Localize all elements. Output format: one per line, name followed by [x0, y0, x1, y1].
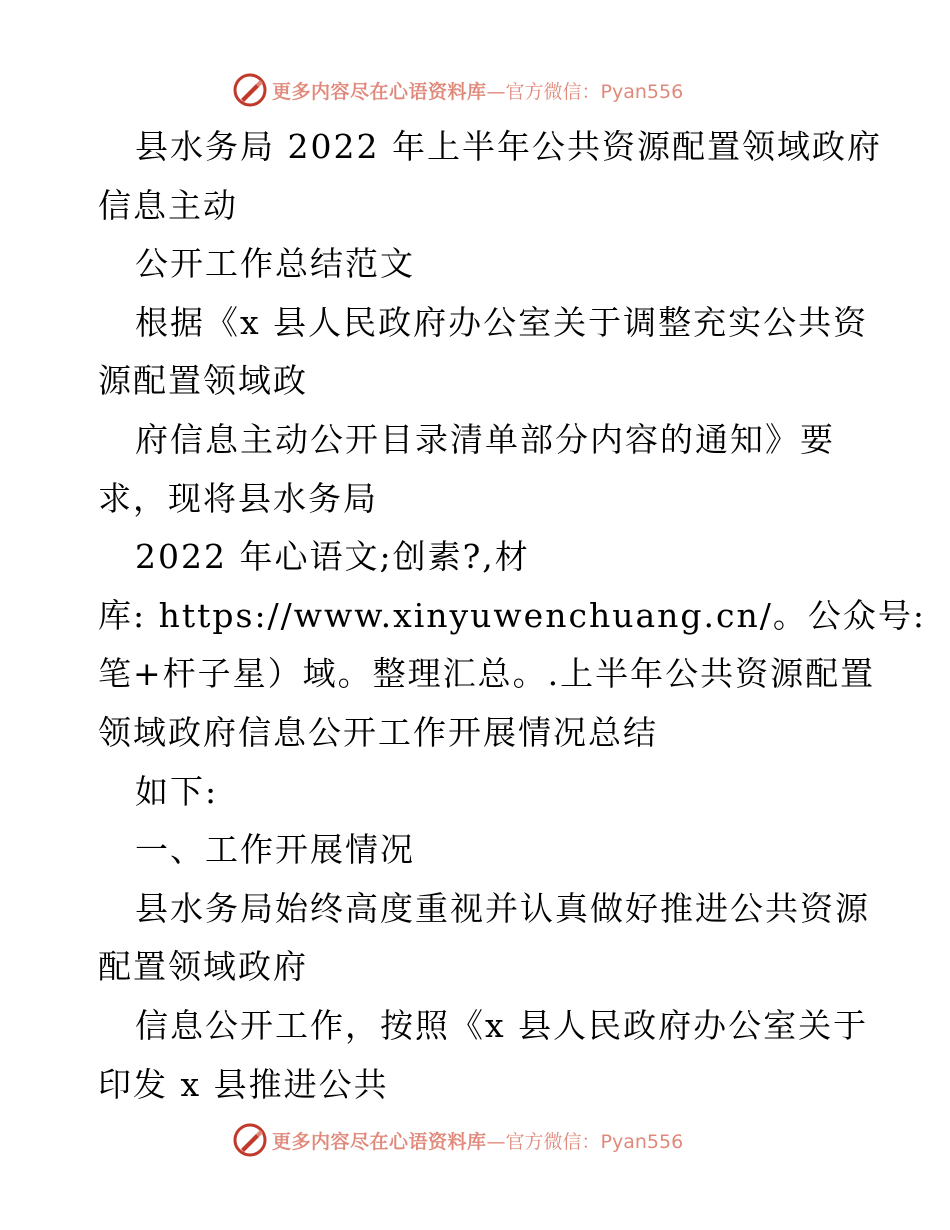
pen-logo-icon — [232, 72, 268, 108]
text-line: 笔+杆子星）域。整理汇总。.上半年公共资源配置 — [98, 654, 876, 694]
text-line: 如下: — [135, 771, 219, 811]
text-line: 2022 年心语文;创素?,材 — [135, 537, 530, 577]
text-line: 县水务局始终高度重视并认真做好推进公共资源 — [135, 888, 870, 928]
header-banner — [232, 70, 683, 110]
text-line: 县水务局 2022 年上半年公共资源配置领域政府 — [135, 127, 882, 166]
text-line: 信息主动 — [98, 185, 238, 225]
pen-logo-icon — [232, 1122, 268, 1158]
footer-banner — [232, 1120, 683, 1160]
text-line: 公开工作总结范文 — [135, 244, 415, 284]
text-line: 府信息主动公开目录清单部分内容的通知》要 — [135, 419, 835, 459]
text-line: 配置领域政府 — [98, 947, 308, 987]
site-name-text: 更多内容尽在心语资料库 — [272, 80, 487, 103]
official-wechat-text: —官方微信：Pyan556 — [486, 80, 684, 103]
text-line: 源配置领域政 — [98, 361, 308, 401]
site-name-text: 更多内容尽在心语资料库 — [272, 1130, 487, 1153]
section-heading: 一、工作开展情况 — [135, 830, 415, 870]
official-wechat-text: —官方微信：Pyan556 — [486, 1130, 684, 1153]
text-line: 求，现将县水务局 — [98, 478, 378, 518]
text-line: 领域政府信息公开工作开展情况总结 — [98, 712, 658, 752]
text-line: 印发 x 县推进公共 — [98, 1064, 389, 1104]
text-line: 根据《x 县人民政府办公室关于调整充实公共资 — [135, 302, 869, 342]
text-line: 库: https://www.xinyuwenchuang.cn/。公众号: — [98, 595, 926, 635]
document-body — [98, 118, 926, 1114]
text-line: 信息公开工作，按照《x 县人民政府办公室关于 — [135, 1005, 869, 1045]
